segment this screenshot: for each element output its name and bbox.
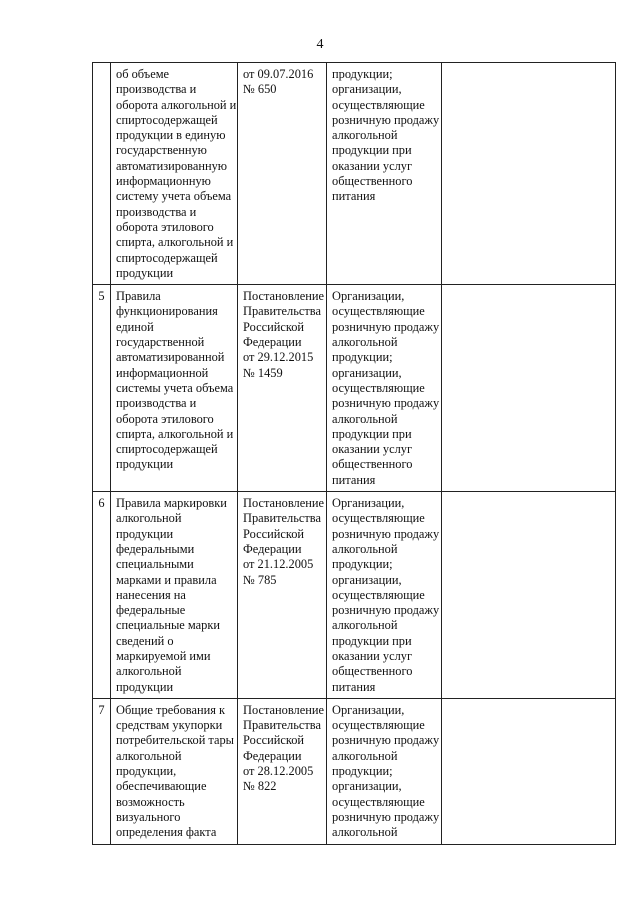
row-number-cell [93, 285, 111, 492]
document-name-line: систему учета объема [116, 189, 232, 204]
applicable-entities-line: общественного [332, 664, 413, 679]
row-number-cell [93, 698, 111, 844]
document-name-line: маркируемой ими [116, 648, 211, 663]
applicable-entities-line: осуществляющие [332, 304, 425, 319]
document-name-line: визуального [116, 809, 181, 824]
applicable-entities-cell [327, 63, 442, 285]
applicable-entities-line: продукции; [332, 764, 393, 779]
row-number-cell [93, 63, 111, 285]
legal-act-cell [238, 285, 327, 492]
document-name-line: продукции, [116, 764, 177, 779]
applicable-entities-line: питания [332, 189, 376, 204]
applicable-entities-line: розничную продажу [332, 733, 440, 748]
document-name-line: продукции в единую [116, 128, 226, 143]
row-number-cell [93, 492, 111, 699]
document-name-line: спиртосодержащей [116, 112, 218, 127]
legal-act-cell [238, 63, 327, 285]
applicable-entities-line: организации, [332, 82, 402, 97]
legal-act-line: Правительства [243, 718, 321, 733]
applicable-entities-line: алкогольной [332, 335, 398, 350]
legal-act-line: Федерации [243, 541, 302, 556]
applicable-entities-line: алкогольной [332, 825, 398, 840]
legal-act-line: Российской [243, 526, 305, 541]
legal-act-cell [238, 492, 327, 699]
applicable-entities-cell [327, 285, 442, 492]
note-cell [442, 285, 616, 492]
legal-act-line: Постановление [243, 702, 324, 717]
regulations-table [92, 62, 616, 845]
legal-act-line: Федерации [243, 335, 302, 350]
legal-act-line: № 1459 [243, 365, 283, 380]
document-name-line: федеральные [116, 603, 186, 618]
document-name-line: определения факта [116, 825, 217, 840]
applicable-entities-line: продукции при [332, 633, 412, 648]
document-name-line: алкогольной [116, 664, 182, 679]
document-name-line: оборота этилового [116, 411, 214, 426]
document-name-cell [111, 285, 238, 492]
note-cell [442, 63, 616, 285]
legal-act-line: Правительства [243, 511, 321, 526]
legal-act-line: № 650 [243, 82, 277, 97]
applicable-entities-line: осуществляющие [332, 511, 425, 526]
applicable-entities-line: организации, [332, 365, 402, 380]
applicable-entities-line: питания [332, 679, 376, 694]
document-name-line: системы учета объема [116, 380, 234, 395]
applicable-entities-line: продукции; [332, 67, 393, 81]
document-name-line: производства и [116, 204, 197, 219]
document-name-line: марками и правила [116, 572, 217, 587]
document-name-line: автоматизированной [116, 350, 225, 365]
document-name-line: производства и [116, 396, 197, 411]
document-name-line: алкогольной [116, 511, 182, 526]
applicable-entities-line: розничную продажу [332, 112, 440, 127]
legal-act-line: № 785 [243, 572, 277, 587]
document-name-line: спирта, алкогольной и [116, 235, 234, 250]
legal-act-line: от 28.12.2005 [243, 764, 314, 779]
legal-act-line: от 09.07.2016 [243, 67, 314, 81]
applicable-entities-cell [327, 698, 442, 844]
applicable-entities-line: продукции; [332, 557, 393, 572]
applicable-entities-line: алкогольной [332, 618, 398, 633]
document-name-line: единой [116, 319, 154, 334]
document-name-line: оборота этилового [116, 219, 214, 234]
applicable-entities-line: оказании услуг [332, 648, 413, 663]
page-number: 4 [316, 37, 324, 52]
row-number: 7 [98, 702, 105, 717]
applicable-entities-line: осуществляющие [332, 718, 425, 733]
applicable-entities-line: осуществляющие [332, 794, 425, 809]
document-name-cell [111, 63, 238, 285]
applicable-entities-line: осуществляющие [332, 380, 425, 395]
document-name-line: государственной [116, 335, 205, 350]
applicable-entities-line: оказании услуг [332, 442, 413, 457]
document-name-line: спиртосодержащей [116, 250, 218, 265]
note-cell [442, 492, 616, 699]
document-name-line: обеспечивающие [116, 779, 207, 794]
document-name-line: алкогольной [116, 748, 182, 763]
applicable-entities-line: розничную продажу [332, 603, 440, 618]
legal-act-line: Постановление [243, 289, 324, 304]
table-row [93, 285, 616, 492]
legal-act-cell [238, 698, 327, 844]
document-name-line: оборота алкогольной и [116, 97, 237, 112]
document-name-line: продукции [116, 265, 174, 280]
document-name-line: функционирования [116, 304, 218, 319]
applicable-entities-line: продукции при [332, 426, 412, 441]
applicable-entities-line: Организации, [332, 496, 405, 511]
applicable-entities-line: организации, [332, 572, 402, 587]
applicable-entities-line: алкогольной [332, 748, 398, 763]
applicable-entities-line: алкогольной [332, 128, 398, 143]
document-name-line: Общие требования к [116, 702, 226, 717]
document-name-line: специальными [116, 557, 194, 572]
applicable-entities-line: алкогольной [332, 411, 398, 426]
applicable-entities-line: оказании услуг [332, 158, 413, 173]
document-name-line: производства и [116, 82, 197, 97]
document-name-line: продукции [116, 457, 174, 472]
document-name-line: средствам укупорки [116, 718, 223, 733]
table-row [93, 63, 616, 285]
legal-act-line: Федерации [243, 748, 302, 763]
document-name-line: нанесения на [116, 587, 186, 602]
applicable-entities-line: Организации, [332, 702, 405, 717]
note-cell [442, 698, 616, 844]
applicable-entities-line: организации, [332, 779, 402, 794]
row-number: 5 [98, 289, 105, 304]
table-body [93, 63, 616, 845]
document-name-line: об объеме [116, 67, 170, 81]
applicable-entities-line: питания [332, 472, 376, 487]
document-name-line: спирта, алкогольной и [116, 426, 234, 441]
applicable-entities-line: осуществляющие [332, 587, 425, 602]
legal-act-line: Российской [243, 733, 305, 748]
applicable-entities-line: алкогольной [332, 541, 398, 556]
legal-act-line: от 29.12.2015 [243, 350, 314, 365]
legal-act-line: от 21.12.2005 [243, 557, 314, 572]
applicable-entities-cell [327, 492, 442, 699]
document-name-line: информационную [116, 174, 211, 189]
applicable-entities-line: продукции; [332, 350, 393, 365]
applicable-entities-line: розничную продажу [332, 319, 440, 334]
applicable-entities-line: розничную продажу [332, 396, 440, 411]
document-name-line: спиртосодержащей [116, 442, 218, 457]
legal-act-line: Правительства [243, 304, 321, 319]
document-name-cell [111, 698, 238, 844]
applicable-entities-line: общественного [332, 174, 413, 189]
legal-act-line: № 822 [243, 779, 277, 794]
document-name-line: продукции [116, 526, 174, 541]
applicable-entities-line: общественного [332, 457, 413, 472]
document-name-line: потребительской тары [116, 733, 235, 748]
row-number: 6 [98, 496, 105, 511]
document-name-line: сведений о [116, 633, 174, 648]
applicable-entities-line: Организации, [332, 289, 405, 304]
document-name-line: продукции [116, 679, 174, 694]
legal-act-line: Постановление [243, 496, 324, 511]
legal-act-line: Российской [243, 319, 305, 334]
applicable-entities-line: розничную продажу [332, 526, 440, 541]
applicable-entities-line: продукции при [332, 143, 412, 158]
document-name-line: федеральными [116, 541, 195, 556]
document-name-line: Правила [116, 289, 161, 304]
applicable-entities-line: розничную продажу [332, 809, 440, 824]
document-name-line: государственную [116, 143, 207, 158]
document-name-line: специальные марки [116, 618, 220, 633]
document-name-line: возможность [116, 794, 185, 809]
document-name-cell [111, 492, 238, 699]
document-name-line: Правила маркировки [116, 496, 227, 511]
table-row [93, 698, 616, 844]
document-name-line: автоматизированную [116, 158, 228, 173]
table-row [93, 492, 616, 699]
applicable-entities-line: осуществляющие [332, 97, 425, 112]
document-name-line: информационной [116, 365, 209, 380]
